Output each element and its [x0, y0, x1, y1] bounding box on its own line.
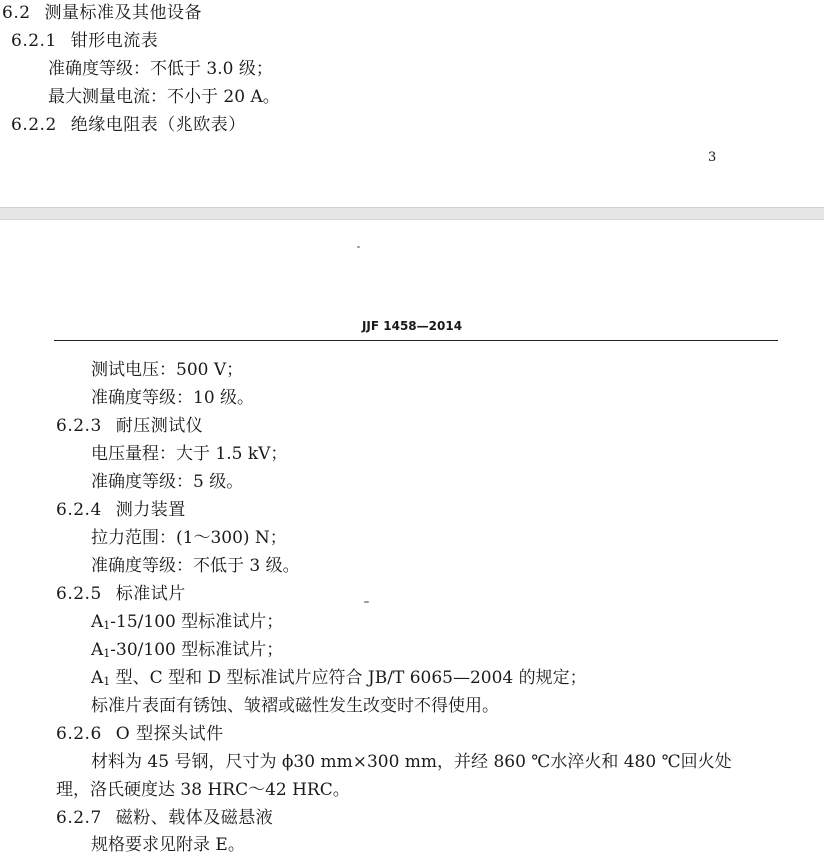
- text-line: 准确度等级：5 级。: [91, 472, 244, 492]
- section-heading-6-2-6: 6.2.6 O 型探头试件: [56, 724, 224, 744]
- section-heading-6-2-1: 6.2.1 钳形电流表: [11, 31, 159, 51]
- section-heading-6-2-3: 6.2.3 耐压测试仪: [56, 416, 204, 436]
- text-line: A1-15/100 型标准试片；: [91, 612, 284, 632]
- text-line: 最大测量电流：不小于 20 A。: [48, 87, 280, 107]
- text-line: A1-30/100 型标准试片；: [91, 640, 284, 660]
- text-line: 准确度等级：不低于 3.0 级；: [48, 59, 273, 79]
- text-line: 规格要求见附录 E。: [91, 835, 245, 855]
- section-heading-6-2-5: 6.2.5 标准试片: [56, 584, 186, 604]
- text-line: 材料为 45 号钢，尺寸为 ϕ30 mm×300 mm，并经 860 ℃水淬火和 480 ℃回火处: [91, 752, 732, 772]
- text-line: 理，洛氏硬度达 38 HRC～42 HRC。: [56, 780, 350, 800]
- section-heading-6-2: 6.2 测量标准及其他设备: [2, 3, 203, 23]
- text-line: A1 型、C 型和 D 型标准试片应符合 JB/T 6065—2004 的规定；: [91, 668, 587, 688]
- text-line: 电压量程：大于 1.5 kV；: [91, 444, 288, 464]
- scan-speck: [364, 601, 369, 603]
- section-heading-6-2-7: 6.2.7 磁粉、载体及磁悬液: [56, 808, 274, 828]
- header-rule: [54, 340, 778, 341]
- text-line: 拉力范围：(1～300) N；: [91, 528, 287, 548]
- page-header: JJF 1458—2014: [361, 319, 463, 333]
- text-line: 标准片表面有锈蚀、皱褶或磁性发生改变时不得使用。: [91, 696, 499, 716]
- section-heading-6-2-4: 6.2.4 测力装置: [56, 500, 186, 520]
- text-line: 准确度等级：不低于 3 级。: [91, 556, 300, 576]
- page-number: 3: [708, 150, 717, 165]
- section-heading-6-2-2: 6.2.2 绝缘电阻表（兆欧表）: [11, 115, 246, 135]
- document-page-3: [0, 0, 824, 207]
- page-gap: [0, 207, 824, 220]
- text-line: 准确度等级：10 级。: [91, 388, 255, 408]
- text-line: 测试电压：500 V；: [91, 360, 244, 380]
- document-page-4: [0, 220, 824, 862]
- scan-speck: [357, 246, 360, 248]
